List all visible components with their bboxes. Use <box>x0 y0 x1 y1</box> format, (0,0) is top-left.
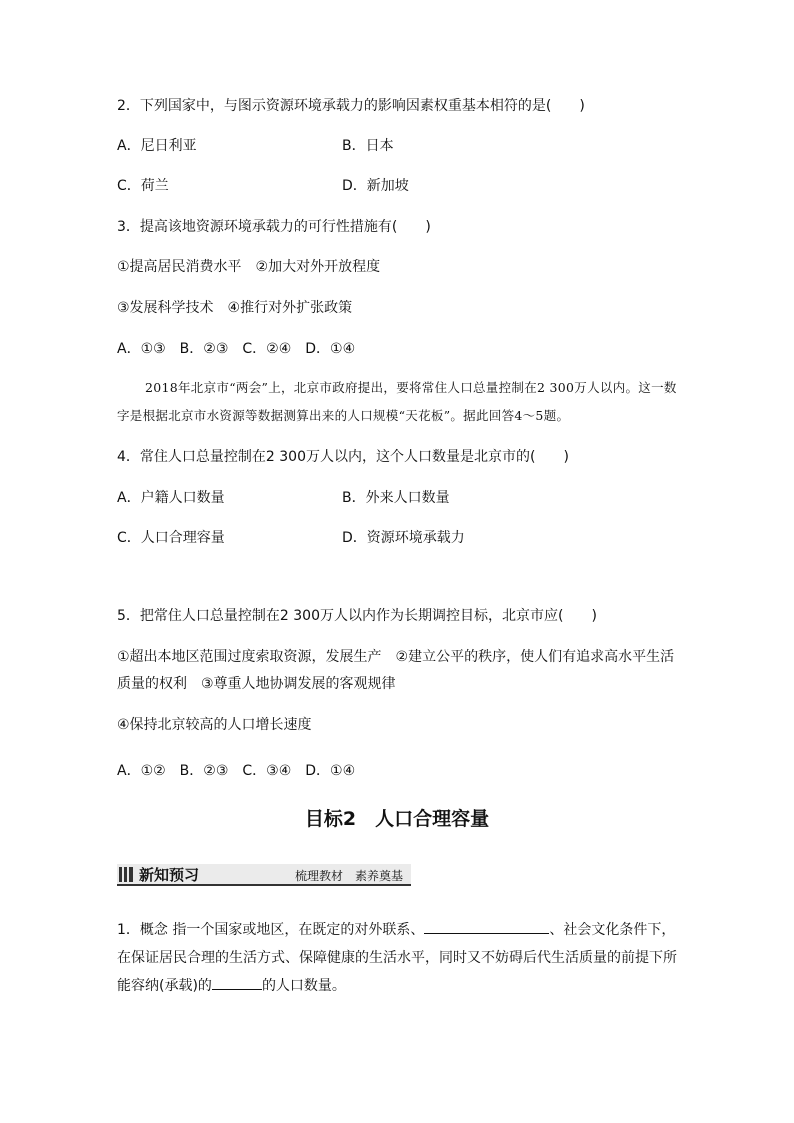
question-3-answer-options: A．①③ B．②③ C．②④ D．①④ <box>117 341 356 357</box>
question-4-option-a: A．户籍人口数量 <box>117 490 225 506</box>
section-bar-subtitle: 梳理教材 素养奠基 <box>294 869 403 883</box>
section-marker-icon <box>119 867 133 882</box>
question-3-items-line-2: ③发展科学技术 ④推行对外扩张政策 <box>117 300 353 316</box>
question-5-items-line-3: ④保持北京较高的人口增长速度 <box>117 717 312 733</box>
question-5-answer-options: A．①② B．②③ C．③④ D．①④ <box>117 763 356 779</box>
fill-in-blank-1[interactable] <box>424 919 549 934</box>
question-2-stem: 2．下列国家中，与图示资源环境承载力的影响因素权重基本相符的是( ) <box>117 98 585 114</box>
question-2-option-d: D．新加坡 <box>342 178 409 194</box>
question-3-items-line-1: ①提高居民消费水平 ②加大对外开放程度 <box>117 259 381 275</box>
question-5-stem: 5．把常住人口总量控制在2 300万人以内作为长期调控目标，北京市应( ) <box>117 608 597 624</box>
definition-part-3: 的人口数量。 <box>261 978 346 994</box>
question-4-option-d: D．资源环境承载力 <box>342 530 465 546</box>
question-2-option-b: B．日本 <box>342 138 394 154</box>
fill-in-blank-2[interactable] <box>212 975 262 990</box>
definition-paragraph <box>117 916 687 1000</box>
section-bar-label: 新知预习 <box>139 866 200 884</box>
question-4-option-b: B．外来人口数量 <box>342 490 450 506</box>
question-2-option-a: A．尼日利亚 <box>117 138 197 154</box>
section-header-bar <box>117 864 411 886</box>
question-2-option-c: C．荷兰 <box>117 178 169 194</box>
section-title: 目标2 人口合理容量 <box>304 808 490 830</box>
definition-part-2: 、社会文化条件下，在保证居民合理的生活方式、保障健康的生活水平，同时又不妨碍后代生活质量的前提下所能容纳(承载)的 <box>117 922 677 994</box>
material-paragraph <box>117 374 682 430</box>
material-text: 2018年北京市“两会”上，北京市政府提出，要将常住人口总量控制在2 300万人以内。这一数字是根据北京市水资源等数据测算出来的人口规模“天花板”。据此回答4～5题。 <box>117 380 677 423</box>
question-5-items-line-2: 质量的权利 ③尊重人地协调发展的客观规律 <box>117 676 396 692</box>
definition-part-1: 1．概念 指一个国家或地区，在既定的对外联系、 <box>117 922 425 938</box>
question-5-items-line-1: ①超出本地区范围过度索取资源，发展生产 ②建立公平的秩序，使人们有追求高水平生活 <box>117 649 675 665</box>
question-4-option-c: C．人口合理容量 <box>117 530 225 546</box>
question-3-stem: 3．提高该地资源环境承载力的可行性措施有( ) <box>117 219 431 235</box>
question-4-stem: 4．常住人口总量控制在2 300万人以内，这个人口数量是北京市的( ) <box>117 449 569 465</box>
